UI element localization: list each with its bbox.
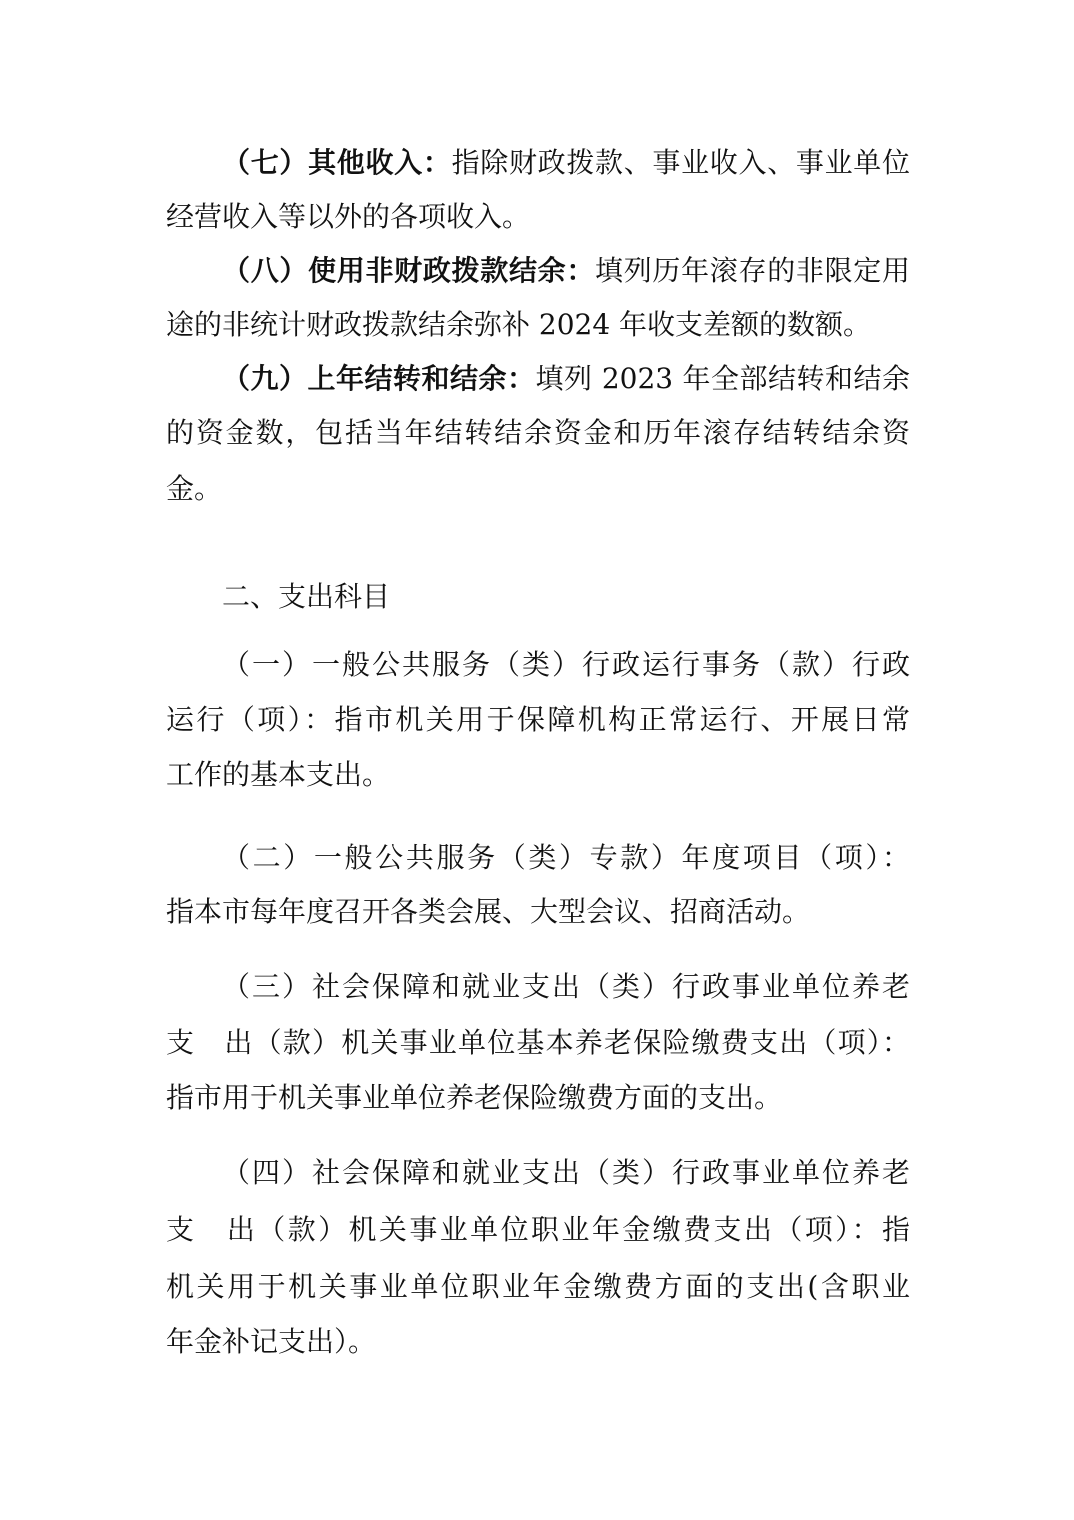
text-line: 机关用于机关事业单位职业年金缴费方面的支出(含职业 — [166, 1270, 910, 1303]
text-line: 经营收入等以外的各项收入。 — [166, 200, 531, 233]
item-label: （八）使用非财政拨款结余： — [222, 254, 596, 287]
text-line: 途的非统计财政拨款结余弥补 2024 年收支差额的数额。 — [166, 308, 872, 341]
text-line: （二）一般公共服务（类）专款）年度项目（项）： — [222, 841, 910, 874]
text-line: 的资金数，包括当年结转结余资金和历年滚存结转结余资 — [166, 416, 910, 449]
item-label: （七）其他收入： — [222, 146, 452, 179]
text-line: 年金补记支出）。 — [166, 1325, 377, 1358]
text-line: 指市用于机关事业单位养老保险缴费方面的支出。 — [166, 1081, 783, 1114]
text-line: （一）一般公共服务（类）行政运行事务（款）行政 — [222, 648, 910, 681]
text-line: 指本市每年度召开各类会展、大型会议、招商活动。 — [166, 895, 811, 928]
item-label: （九）上年结转和结余： — [222, 362, 536, 395]
text-line: 支 出（款）机关事业单位基本养老保险缴费支出（项）： — [166, 1026, 910, 1059]
section-heading: 二、支出科目 — [222, 580, 391, 613]
text-line: 金。 — [166, 472, 223, 505]
text-line: 运行（项）：指市机关用于保障机构正常运行、开展日常 — [166, 703, 910, 736]
text-line: 支 出（款）机关事业单位职业年金缴费支出（项）：指 — [166, 1213, 910, 1246]
text-line: （三）社会保障和就业支出（类）行政事业单位养老 — [222, 970, 910, 1003]
text-line: 工作的基本支出。 — [166, 758, 391, 791]
text-line: （四）社会保障和就业支出（类）行政事业单位养老 — [222, 1156, 910, 1189]
